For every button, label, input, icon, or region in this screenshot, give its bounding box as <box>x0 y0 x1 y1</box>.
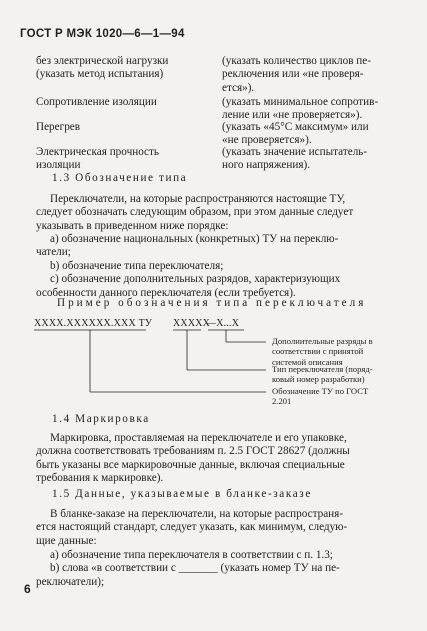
page-number: 6 <box>24 582 31 596</box>
section-heading-1-4: 1.4 Маркировка <box>52 413 150 425</box>
table-cell-left: Электрическая прочность изоляции <box>36 146 160 172</box>
label-spec-designation: Обозначение ТУ по ГОСТ 2.201 <box>272 386 369 407</box>
list-item-cont: чатели; <box>36 246 71 259</box>
list-item: с) обозначение дополнительных разрядов, характеризующих <box>50 273 341 286</box>
table-cell-left: Сопротивление изоляции <box>36 96 157 108</box>
paragraph-1-4: Маркировка, проставляемая на переключателе и его упаковке, должна соответствовать требованиям п. 2.5 ГОСТ 28627 (должны быть указаны все маркировочные данные, включая специальные требования к маркировке). <box>36 432 350 485</box>
paragraph-1-3: Переключатели, на которые распространяются настоящие ТУ, следует обозначать следующим образом, при этом данные следует указывать в приведенном ниже порядке: <box>36 193 354 232</box>
list-1-5 <box>36 549 340 589</box>
list-item: b) слова «в соответствии с _______ (указать номер ТУ на пе- <box>50 562 340 575</box>
section-heading-1-5: 1.5 Данные, указываемые в бланке-заказе <box>52 488 312 500</box>
table-cell-left: Перегрев <box>36 121 81 133</box>
code-extra: —X...X <box>206 318 240 329</box>
list-item-cont: реключатели); <box>36 575 105 588</box>
table-cell-right: (указать минимальное сопротив- ление или «не проверяется»). <box>222 96 379 122</box>
list-item-cont: особенности данного переключателя (если требуется). <box>36 286 296 299</box>
code-spec: XXXX.XXXXXX.XXX ТУ <box>34 318 153 329</box>
list-item: а) обозначение типа переключателя в соответствии с п. 1.3; <box>50 549 333 561</box>
list-item: b) обозначение типа переключателя; <box>50 259 224 272</box>
table-cell-right: (указать значение испытатель- ного напряжения). <box>222 146 368 172</box>
label-switch-type: Тип переключателя (поряд- ковый номер разработки) <box>272 364 373 385</box>
table-cell-right: (указать количество циклов пе- реключения или «не проверя- ется»). <box>222 55 371 94</box>
example-heading: Пример обозначения типа переключателя <box>57 297 367 309</box>
list-item: а) обозначение национальных (конкретных) ТУ на переклю- <box>50 233 339 245</box>
section-heading-1-3: 1.3 Обозначение типа <box>52 172 188 184</box>
code-type: XXXXX <box>173 318 211 329</box>
document-header: ГОСТ Р МЭК 1020—6—1—94 <box>20 28 185 40</box>
paragraph-1-5: В бланке-заказе на переключатели, на которые распространя- ется настоящий стандарт, следует указать, как минимум, следую- щие данные: <box>36 508 348 547</box>
table-cell-left: без электрической нагрузки (указать метод испытания) <box>36 55 169 81</box>
table-cell-right: (указать «45°С максимум» или «не проверяется»). <box>222 121 369 147</box>
label-extra-digits: Дополнительные разряды в соответствии с принятой системой описания <box>272 336 373 367</box>
